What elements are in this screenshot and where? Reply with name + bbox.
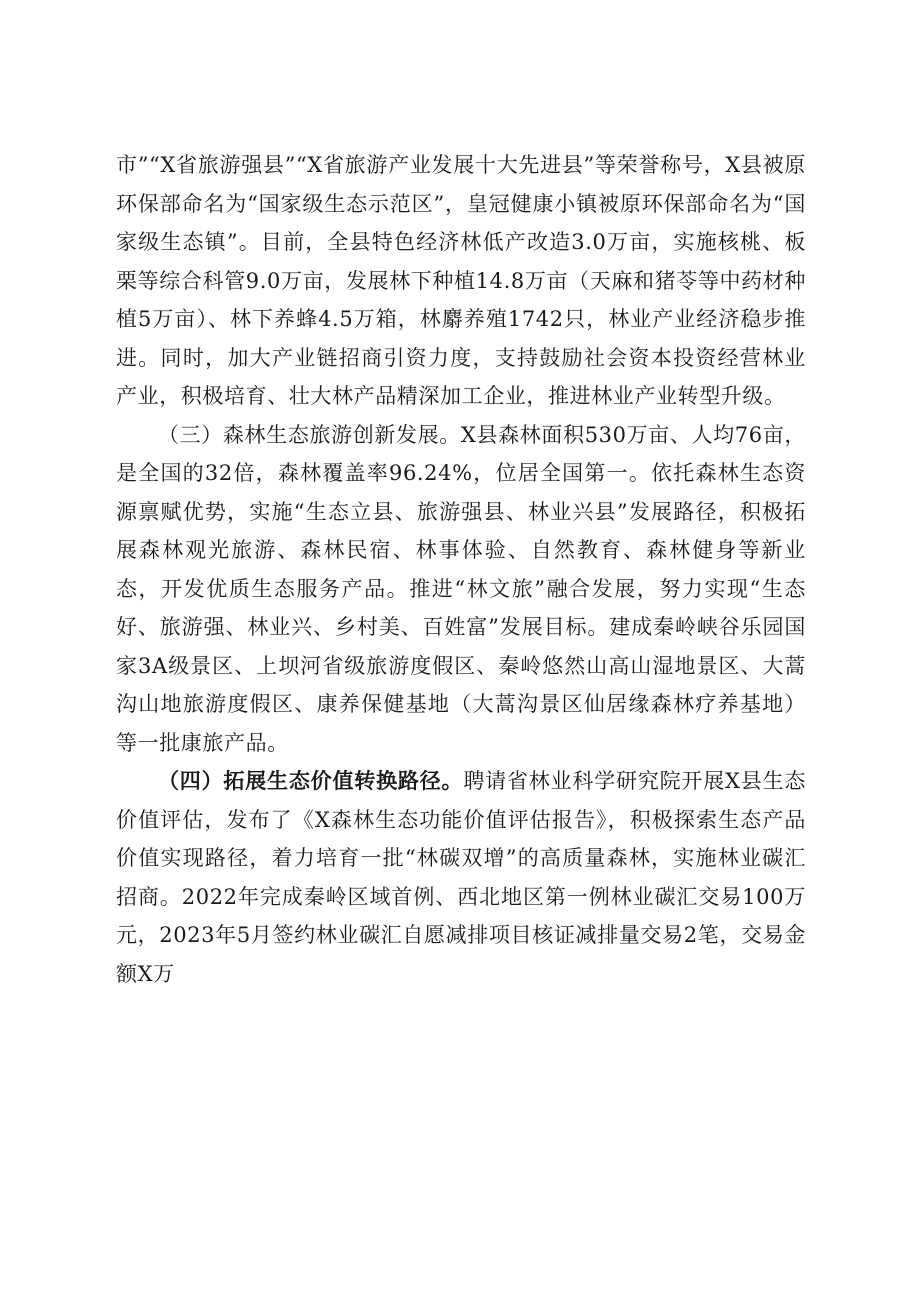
paragraph-text: 市”“X省旅游强县”“X省旅游产业发展十大先进县”等荣誉称号，X县被原环保部命名为“国家级生态示范区”，皇冠健康小镇被原环保部命名为“国家级生态镇”。目前，全县特色经济林低产改造3.0万亩，实施核桃、板栗等综合科管9.0万亩，发展林下种植14.8万亩（天麻和猪苓等中药材种植5万亩）、林下养蜂4.5万箱，林麝养殖1742只，林业产业经济稳步推进。同时，加大产业链招商引资力度，支持鼓励社会资本投资经营林业产业，积极培育、壮大林产品精深加工企业，推进林业产业转型升级。 xyxy=(116,153,806,408)
document-body xyxy=(116,146,806,993)
section-heading: （四）拓展生态价值转换路径。 xyxy=(158,768,464,793)
paragraph-continuation xyxy=(116,146,806,416)
paragraph-text: 聘请省林业科学研究院开展X县生态价值评估，发布了《X森林生态功能价值评估报告》，积极探索生态产品价值实现路径，着力培育一批“林碳双增”的高质量森林，实施林业碳汇招商。2022年完成秦岭区域首例、西北地区第一例林业碳汇交易100万元，2023年5月签约林业碳汇自愿减排项目核证减排量交易2笔，交易金额X万 xyxy=(116,769,806,986)
paragraph-text: （三）森林生态旅游创新发展。X县森林面积530万亩、人均76亩，是全国的32倍，森林覆盖率96.24%，位居全国第一。依托森林生态资源禀赋优势，实施“生态立县、旅游强县、林业兴县”发展路径，积极拓展森林观光旅游、森林民宿、林事体验、自然教育、森林健身等新业态，开发优质生态服务产品。推进“林文旅”融合发展，努力实现“生态好、旅游强、林业兴、乡村美、百姓富”发展目标。建成秦岭峡谷乐园国家3A级景区、上坝河省级旅游度假区、秦岭悠然山高山湿地景区、大蒿沟山地旅游度假区、康养保健基地（大蒿沟景区仙居缘森林疗养基地）等一批康旅产品。 xyxy=(116,422,806,755)
paragraph-forest-eco-tourism xyxy=(116,416,806,763)
paragraph-eco-value-conversion xyxy=(116,762,806,993)
